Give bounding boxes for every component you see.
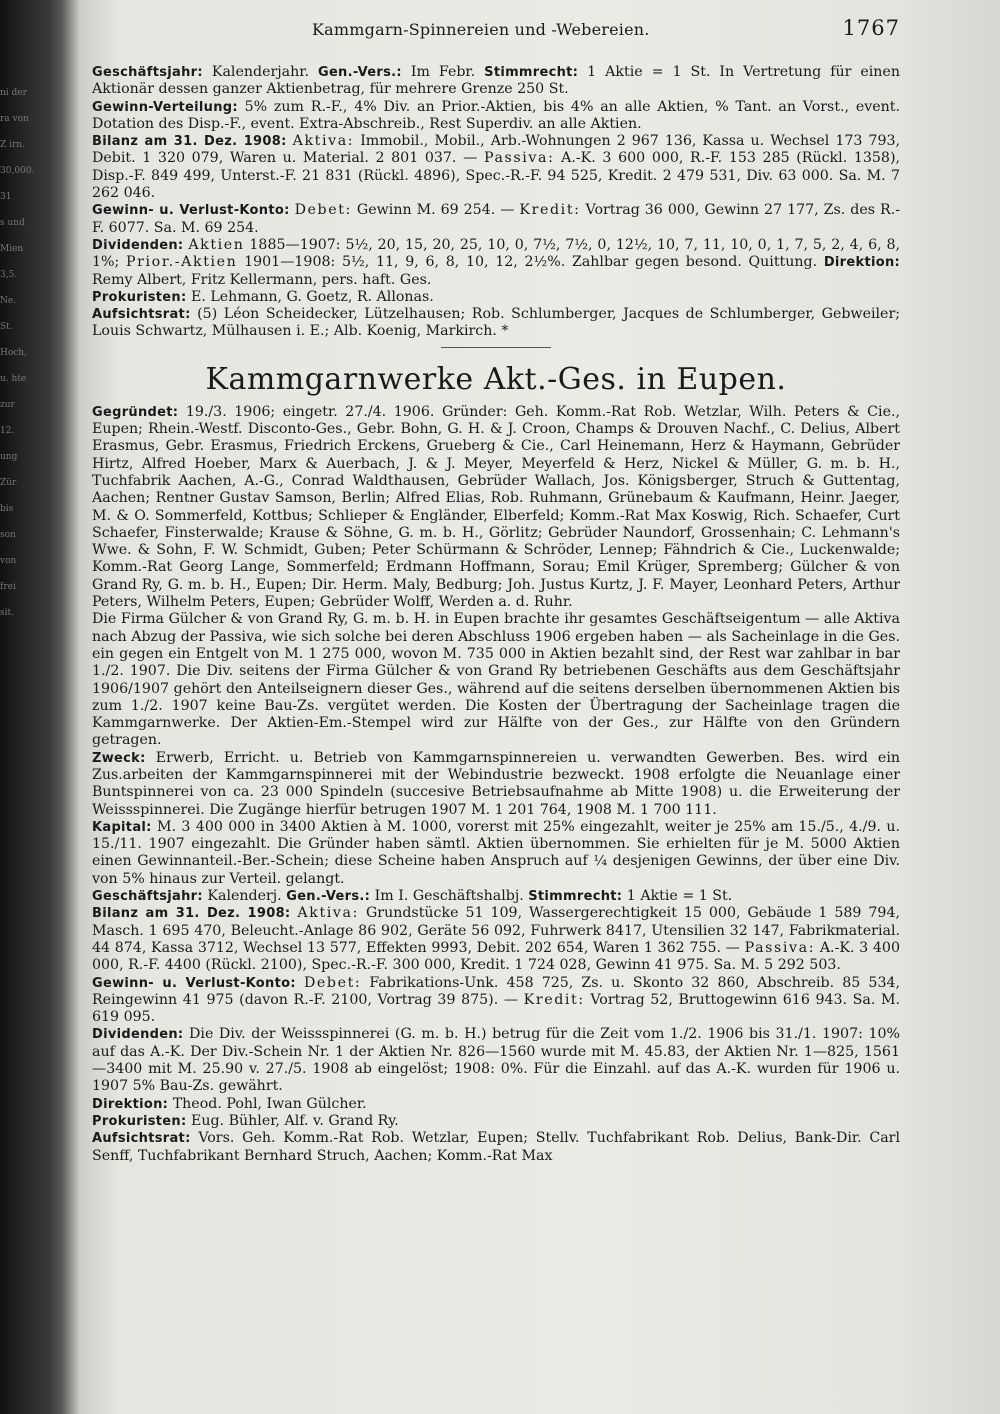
zweck-paragraph: Zweck: Erwerb, Erricht. u. Betrieb von Kammgarnspinnereien u. verwandten Gewerben. Bes. wird ein Zus.arbeiten der Kammgarnspinnerei mit der Webindustrie bezweckt. 1908 erfolgte die Neuanlage einer Buntspinnerei von ca. 23 000 Spindeln (succesive Betriebsaufnahme ab Mitte 1908) u. die Erweiterung der Weissspinnerei. Die Zugänge hierfür betrugen 1907 M. 1 201 764, 1908 M. 1 700 111. [92, 749, 901, 818]
margin-fragment: sit. [0, 608, 14, 618]
prev-prokuristen: Prokuristen: E. Lehmann, G. Goetz, R. Allonas. [92, 288, 434, 305]
margin-fragment: 31 [0, 192, 12, 202]
prev-bilanz: Bilanz am 31. Dez. 1908: Aktiva: Immobil., Mobil., Arb.-Wohnungen 2 967 136, Kassa u. Wechsel 173 793, Debit. 1 320 079, Waren u. Material. 2 801 037. — Passiva: A.-K. 3 600 000, R.-F. 153 285 (Rückl. 1358), Disp.-F. 849 499, Unterst.-F. 21 831 (Rückl. 4896), Spec.-R.-F. 94 525, Kredit. 2 479 531, Div. 63 000. Sa. M. 7 262 046. [92, 133, 901, 202]
margin-fragment: bis [0, 504, 14, 514]
prev-geschaeftsjahr-line: Geschäftsjahr: Kalenderjahr. Gen.-Vers.: Im Febr. Stimmrecht: 1 Aktie = 1 St. In Vertretung für einen Aktionär dessen ganzer Aktienbetrag, für mehrere Grenze 250 St. [92, 64, 900, 98]
margin-fragment: 12. [0, 426, 15, 436]
page-number: 1767 [842, 16, 900, 40]
bilanz-paragraph: Bilanz am 31. Dez. 1908: Aktiva: Grundstücke 51 109, Wassergerechtigkeit 15 000, Gebäude 1 589 794, Masch. 1 695 470, Beleucht.-Anlage 86 902, Geräte 56 092, Fuhrwerk 8417, Utensilien 32 147, Fabrikmaterial. 44 874, Kassa 3712, Wechsel 13 577, Effekten 9993, Debit. 202 654, Waren 1 362 755. — Passiva: A.-K. 3 400 000, R.-F. 4400 (Rückl. 2100), Spec.-R.-F. 300 000, Kredit. 1 724 028, Gewinn 41 975. Sa. M. 5 292 503. [92, 905, 900, 974]
prev-gewinnverteilung: Gewinn-Verteilung: 5% zum R.-F., 4% Div. an Prior.-Aktien, bis 4% an alle Aktien, % Tant. an Vorst., event. Dotation des Disp.-F., event. Extra-Abschreib., Rest Superdiv. an alle Aktien. [92, 98, 900, 132]
margin-fragment: frei [0, 582, 16, 592]
geschaeftsjahr-line: Geschäftsjahr: Kalenderj. Gen.-Vers.: Im I. Geschäftshalbj. Stimmrecht: 1 Aktie = 1 St. [92, 888, 733, 905]
margin-fragment: s und [0, 218, 25, 228]
margin-fragment: zur [0, 400, 15, 410]
gegruendet-paragraph: Gegründet: 19./3. 1906; eingetr. 27./4. 1906. Gründer: Geh. Komm.-Rat Rob. Wetzlar, Wilh. Peters & Cie., Eupen; Rhein.-Westf. Disconto-Ges., Gebr. Bohn, G. H. & J. Croon, Champs & Drouven Nachf., C. Delius, Albert Erasmus, Gebr. Erasmus, Friedrich Erckens, Grueberg & Cie., Carl Heinemann, Herz & Haymann, Gebrüder Hirtz, Alfred Hoeber, Marx & Auerbach, J. & J. Meyer, Meyerfeld & Herz, Nickel & Müller, G. m. b. H., Tuchfabrik Aachen, A.-G., Conrad Waldthausen, Gebrüder Wallach, Jos. Königsberger, Struch & Guttentag, Aachen; Rentner Gustav Samson, Berlin; Alfred Elias, Rob. Ruhmann, Grünebaum & Kaufmann, Heinr. Jaeger, M. & O. Sommerfeld, Kottbus; Schlieper & Engländer, Elberfeld; Komm.-Rat Max Koswig, Rich. Schaefer, Curt Schaefer, Finsterwalde; Krause & Söhne, G. m. b. H., Görlitz; Gebrüder Naundorf, Grossenhain; C. Lehmann's Wwe. & Sohn, F. W. Schmidt, Guben; Peter Schürmann & Schröder, Lennep; Fähndrich & Cie., Luckenwalde; Komm.-Rat Georg Lange, Sommerfeld; Erdmann Hoffmann, Sorau; Emil Krüger, Spremberg; Gülcher & von Grand Ry, G. m. b. H., Eupen; Dir. Herm. Maly, Bedburg; Joh. Justus Kurtz, J. F. Mayer, Leonhard Peters, Arthur Peters, Wilhelm Peters, Eupen; Gebrüder Wolff, Werden a. d. Ruhr. [92, 403, 900, 611]
margin-fragment: Mien [0, 244, 24, 254]
margin-fragment: son [0, 530, 16, 540]
dividenden-paragraph: Dividenden: Die Div. der Weissspinnerei (G. m. b. H.) betrug für die Zeit vom 1./2. 1906 bis 31./1. 1907: 10% auf das A.-K. Der Div.-Schein Nr. 1 der Aktien Nr. 826—1560 wurde mit M. 45.83, der Aktien Nr. 1—825, 1561—3400 mit M. 25.90 v. 27./5. 1908 ab eingelöst; 1908: 0%. Für die Einzahl. auf das A.-K. wurden für 1906 u. 1907 5% Bau-Zs. gewährt. [92, 1026, 900, 1095]
prokuristen-line: Prokuristen: Eug. Bühler, Alf. v. Grand Ry. [92, 1112, 399, 1129]
margin-fragment: von [0, 556, 17, 566]
direktion-line: Direktion: Theod. Pohl, Iwan Gülcher. [92, 1095, 367, 1112]
margin-fragment: Zür [0, 478, 17, 488]
margin-fragment: u. hte [0, 374, 27, 384]
left-page-margin-fragments [0, 80, 72, 780]
margin-fragment: ung [0, 452, 18, 462]
margin-fragment: 30,000. [0, 166, 35, 176]
header-title: Kammgarn-Spinnereien und -Webereien. [312, 20, 650, 39]
firma-paragraph: Die Firma Gülcher & von Grand Ry, G. m. b. H. in Eupen brachte ihr gesamtes Geschäftseigentum — alle Aktiva nach Abzug der Passiva, wie sich solche bei deren Abschluss 1906 ergeben haben — als Sacheinlage in die Ges. ein gegen ein Entgelt von M. 1 275 000, wovon M. 735 000 in Aktien bezahlt sind, der Rest war zahlbar in bar 1./2. 1907. Die Div. seitens der Firma Gülcher & von Grand Ry betriebenen Geschäfts aus dem Geschäftsjahr 1906/1907 gehört den Anteilseignern dieser Ges., während auf die seitens derselben übernommenen Aktien bis zum 1./2. 1907 keine Bau-Zs. vergütet werden. Die Kosten der Übertragung der Sacheinlage tragen die Kammgarnwerke. Der Aktien-Em.-Stempel wird zur Hälfte von der Ges., zur Hälfte von den Gründern getragen. [92, 611, 900, 749]
margin-fragment: Ne. [0, 296, 17, 306]
prev-aufsichtsrat: Aufsichtsrat: (5) Léon Scheidecker, Lützelhausen; Rob. Schlumberger, Jacques de Schlumberger, Gebweiler; Louis Schwartz, Mülhausen i. E.; Alb. Koenig, Markirch. * [92, 306, 901, 340]
company-title: Kammgarnwerke Akt.-Ges. in Eupen. [205, 361, 787, 397]
margin-fragment: Z irn. [0, 140, 25, 150]
kapital-paragraph: Kapital: M. 3 400 000 in 3400 Aktien à M. 1000, vorerst mit 25% eingezahlt, weiter je 25% am 15./5., 4./9. u. 15./11. 1907 eingezahlt. Die Gründer haben sämtl. Aktien übernommen. Sie erhielten für je M. 5000 Aktien einen Gewinnanteil.-Ber.-Schein; diese Scheine haben Anspruch auf ¼ desjenigen Gewinns, der über eine Div. von 5% hinaus zur Verteil. gelangt. [92, 818, 900, 887]
document-page [92, 16, 901, 1400]
prev-dividenden: Dividenden: Aktien 1885—1907: 5½, 20, 15, 20, 25, 10, 0, 7½, 7½, 0, 12½, 10, 7, 11, 10, 0, 1, 7, 5, 2, 4, 6, 8, 1%; Prior.-Aktien 1901—1908: 5½, 11, 9, 6, 8, 10, 12, 2½%. Zahlbar gegen besond. Quittung. Direktion: Remy Albert, Fritz Kellermann, pers. haft. Ges. [92, 236, 901, 288]
section-divider [441, 347, 551, 348]
margin-fragment: ni der [0, 88, 27, 98]
running-header [312, 16, 900, 64]
margin-fragment: ra von [0, 114, 29, 124]
aufsichtsrat-paragraph: Aufsichtsrat: Vors. Geh. Komm.-Rat Rob. Wetzlar, Eupen; Stellv. Tuchfabrikant Rob. Delius, Bank-Dir. Carl Senff, Tuchfabrikant Bernhard Struch, Aachen; Komm.-Rat Max [92, 1130, 900, 1164]
margin-fragment: St. [0, 322, 13, 332]
prev-gewinn-konto: Gewinn- u. Verlust-Konto: Debet: Gewinn M. 69 254. — Kredit: Vortrag 36 000, Gewinn 27 177, Zs. des R.-F. 6077. Sa. M. 69 254. [92, 202, 901, 236]
margin-fragment: Hoch, [0, 348, 27, 358]
margin-fragment: 3,5. [0, 270, 18, 280]
gewinn-konto-paragraph: Gewinn- u. Verlust-Konto: Debet: Fabrikations-Unk. 458 725, Zs. u. Skonto 32 860, Abschreib. 85 534, Reingewinn 41 975 (davon R.-F. 2100, Vortrag 39 875). — Kredit: Vortrag 52, Bruttogewinn 616 943. Sa. M. 619 095. [92, 974, 901, 1026]
